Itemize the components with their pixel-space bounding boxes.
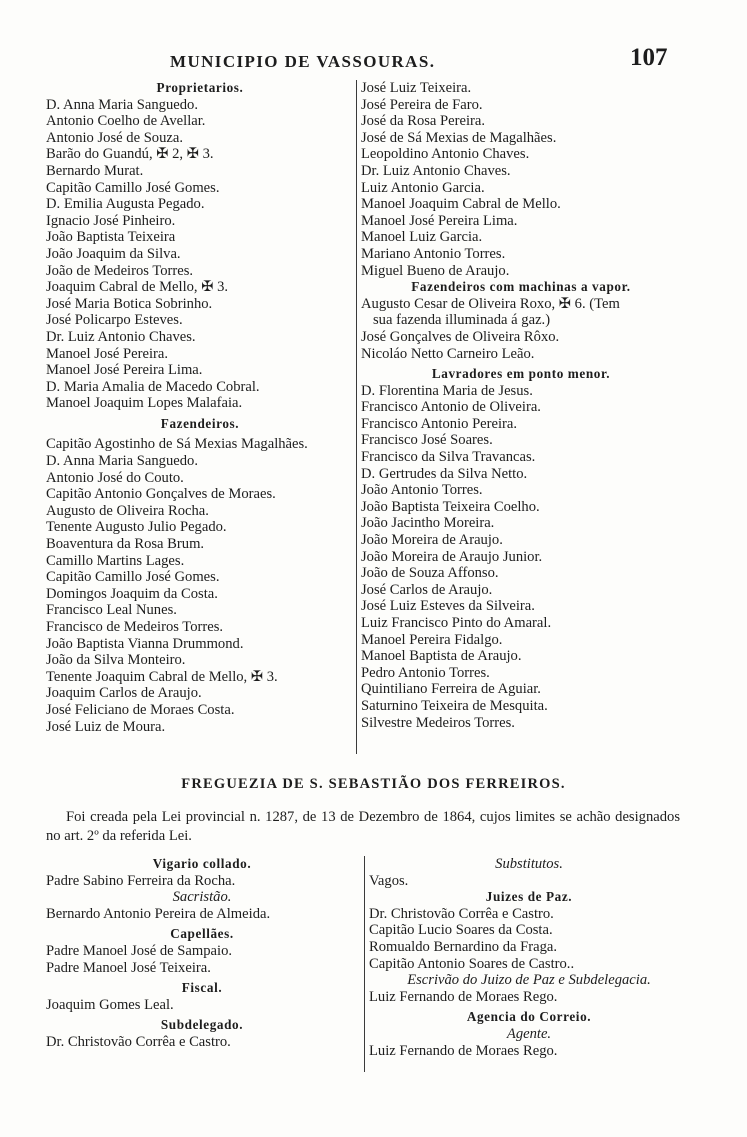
- list-item: José Feliciano de Moraes Costa.: [46, 701, 235, 718]
- list-item: Joaquim Carlos de Araujo.: [46, 685, 202, 702]
- list-item: Padre Manoel José de Sampaio.: [46, 942, 233, 959]
- heading-substitutos: Substitutos.: [495, 856, 563, 872]
- list-item: Francisco Antonio Pereira.: [361, 415, 518, 432]
- list-item: Francisco Leal Nunes.: [46, 602, 177, 619]
- list-item: Leopoldino Antonio Chaves.: [361, 146, 530, 163]
- list-item: Dr. Luiz Antonio Chaves.: [46, 328, 196, 345]
- list-item: Manoel José Pereira.: [46, 345, 168, 362]
- list-item: Domingos Joaquim da Costa.: [46, 585, 218, 602]
- list-item: Manoel Joaquim Cabral de Mello.: [361, 196, 561, 213]
- left-column-top: [46, 80, 354, 735]
- heading-vigario: Vigario collado.: [152, 856, 252, 871]
- list-item: Francisco da Silva Travancas.: [361, 449, 536, 466]
- list-item: Dr. Luiz Antonio Chaves.: [361, 162, 511, 179]
- list-item: Capitão Camillo José Gomes.: [46, 569, 220, 586]
- list-item: João Moreira de Araujo.: [361, 532, 503, 549]
- list-item: José Luiz Esteves da Silveira.: [361, 598, 535, 615]
- list-item: João Baptista Teixeira: [46, 229, 176, 246]
- list-item: Vagos.: [369, 872, 409, 889]
- list-item: Padre Manoel José Teixeira.: [46, 959, 211, 976]
- list-item: Manoel Joaquim Lopes Malafaia.: [46, 395, 243, 412]
- list-item: Romualdo Bernardino da Fraga.: [369, 938, 558, 955]
- list-item: D. Anna Maria Sanguedo.: [46, 453, 198, 470]
- list-proprietarios: [46, 97, 354, 412]
- section-paragraph: Foi creada pela Lei provincial n. 1287, de 13 de Dezembro de 1864, cujos limites se achão designados no art. 2º da referida Lei.: [46, 809, 680, 844]
- heading-sacristao: Sacristão.: [172, 889, 232, 906]
- list-fazendeiros: [46, 436, 354, 735]
- list-item: Joaquim Cabral de Mello, ✠ 3.: [46, 279, 229, 296]
- list-item: José Maria Botica Sobrinho.: [46, 295, 213, 312]
- list-item: Tenente Augusto Julio Pegado.: [46, 519, 227, 536]
- list-item: Camillo Martins Lages.: [46, 552, 185, 569]
- list-item: Silvestre Medeiros Torres.: [361, 714, 515, 731]
- list-item: D. Maria Amalia de Macedo Cobral.: [46, 378, 260, 395]
- list-item: Bernardo Murat.: [46, 162, 144, 179]
- list-item: Augusto Cesar de Oliveira Roxo, ✠ 6. (Tem: [361, 295, 620, 312]
- list-continued: [361, 80, 681, 279]
- running-title: MUNICIPIO DE VASSOURAS.: [170, 52, 436, 71]
- list-item: D. Florentina Maria de Jesus.: [361, 382, 533, 399]
- list-item: João Jacintho Moreira.: [361, 515, 495, 532]
- list-item: Capitão Agostinho de Sá Mexias Magalhães.: [46, 436, 308, 453]
- list-item: sua fazenda illuminada á gaz.): [373, 312, 551, 329]
- list-lavradores: [361, 383, 681, 731]
- running-head: [0, 44, 747, 78]
- list-item: Luiz Fernando de Moraes Rego.: [369, 988, 558, 1005]
- list-item: Capitão Antonio Gonçalves de Moraes.: [46, 486, 276, 503]
- list-item: José Luiz de Moura.: [46, 718, 166, 735]
- list-item: Mariano Antonio Torres.: [361, 245, 506, 262]
- heading-capellaes: Capellães.: [170, 926, 234, 942]
- list-item: João da Silva Monteiro.: [46, 652, 186, 669]
- list-item: Joaquim Gomes Leal.: [46, 996, 174, 1013]
- list-item: Quintiliano Ferreira de Aguiar.: [361, 681, 541, 698]
- heading-proprietarios: Proprietarios.: [156, 80, 244, 95]
- heading-fazendeiros: Fazendeiros.: [160, 415, 240, 431]
- right-column-top: [356, 80, 681, 754]
- heading-correio: Agencia do Correio.: [466, 1009, 592, 1025]
- section-title: FREGUEZIA DE S. SEBASTIÃO DOS FERREIROS.: [181, 776, 566, 792]
- list-item: João Baptista Vianna Drummond.: [46, 635, 244, 652]
- list-item: João Joaquim da Silva.: [46, 245, 181, 262]
- list-item: Luiz Fernando de Moraes Rego.: [369, 1042, 558, 1059]
- list-item: Antonio Coelho de Avellar.: [46, 113, 206, 130]
- heading-machinas: Fazendeiros com machinas a vapor.: [411, 279, 631, 295]
- list-item: Nicoláo Netto Carneiro Leão.: [361, 345, 535, 362]
- list-item: Dr. Christovão Corrêa e Castro.: [369, 905, 554, 922]
- list-item: Manoel José Pereira Lima.: [46, 362, 203, 379]
- heading-subdelegado: Subdelegado.: [160, 1017, 244, 1033]
- list-item: Capitão Camillo José Gomes.: [46, 179, 220, 196]
- list-item: José Policarpo Esteves.: [46, 312, 183, 329]
- list-item: Augusto de Oliveira Rocha.: [46, 502, 209, 519]
- list-item: Padre Sabino Ferreira da Rocha.: [46, 872, 236, 889]
- list-item: Barão do Guandú, ✠ 2, ✠ 3.: [46, 146, 214, 163]
- list-item: Antonio José de Souza.: [46, 129, 184, 146]
- list-item: Boaventura da Rosa Brum.: [46, 536, 205, 553]
- list-item: Francisco de Medeiros Torres.: [46, 619, 224, 635]
- list-item: D. Gertrudes da Silva Netto.: [361, 465, 528, 482]
- list-item: D. Emilia Augusta Pegado.: [46, 196, 205, 213]
- list-item: Manoel Pereira Fidalgo.: [361, 631, 503, 648]
- list-item: Saturnino Teixeira de Mesquita.: [361, 697, 548, 714]
- page-number: 107: [630, 44, 668, 71]
- list-item: José da Rosa Pereira.: [361, 113, 486, 130]
- list-item: João de Souza Affonso.: [361, 565, 499, 582]
- list-item: Pedro Antonio Torres.: [361, 664, 490, 681]
- list-item: Manoel Baptista de Araujo.: [361, 648, 522, 665]
- list-item: Luiz Antonio Garcia.: [361, 179, 485, 196]
- list-item: Francisco Antonio de Oliveira.: [361, 399, 541, 416]
- list-item: Francisco José Soares.: [361, 432, 493, 449]
- heading-lavradores: Lavradores em ponto menor.: [431, 366, 611, 382]
- heading-agente: Agente.: [506, 1025, 552, 1042]
- list-juizes: [369, 906, 689, 972]
- list-item: João de Medeiros Torres.: [46, 262, 194, 279]
- list-item: Bernardo Antonio Pereira de Almeida.: [46, 905, 271, 922]
- heading-juizes: Juizes de Paz.: [485, 889, 573, 905]
- list-item: José Pereira de Faro.: [361, 96, 483, 113]
- list-item: Capitão Antonio Soares de Castro..: [369, 955, 575, 972]
- right-column-bottom: [364, 856, 689, 1072]
- list-item: Dr. Christovão Corrêa e Castro.: [46, 1033, 231, 1050]
- list-item: João Moreira de Araujo Junior.: [361, 548, 543, 565]
- list-item: Antonio José do Couto.: [46, 469, 184, 486]
- list-item: Manoel José Pereira Lima.: [361, 212, 518, 229]
- left-column-bottom: [46, 856, 358, 1051]
- list-item: D. Anna Maria Sanguedo.: [46, 96, 198, 113]
- list-item: José de Sá Mexias de Magalhães.: [361, 129, 557, 146]
- list-item: Manoel Luiz Garcia.: [361, 229, 483, 246]
- list-item: José Luiz Teixeira.: [361, 80, 472, 96]
- list-item: Tenente Joaquim Cabral de Mello, ✠ 3.: [46, 668, 278, 685]
- list-item: Miguel Bueno de Araujo.: [361, 262, 510, 279]
- list-item: João Antonio Torres.: [361, 482, 483, 499]
- list-machinas: [361, 329, 681, 362]
- heading-fiscal: Fiscal.: [181, 980, 223, 996]
- list-item: José Carlos de Araujo.: [361, 581, 493, 598]
- list-item: Ignacio José Pinheiro.: [46, 212, 176, 229]
- list-item: Luiz Francisco Pinto do Amaral.: [361, 615, 552, 631]
- list-item: José Gonçalves de Oliveira Rôxo.: [361, 328, 560, 345]
- list-item: João Baptista Teixeira Coelho.: [361, 498, 540, 515]
- heading-escrivao: Escrivão do Juizo de Paz e Subdelegacia.: [407, 972, 651, 989]
- list-item: Capitão Lucio Soares da Costa.: [369, 922, 553, 939]
- list-capellaes: [46, 943, 358, 976]
